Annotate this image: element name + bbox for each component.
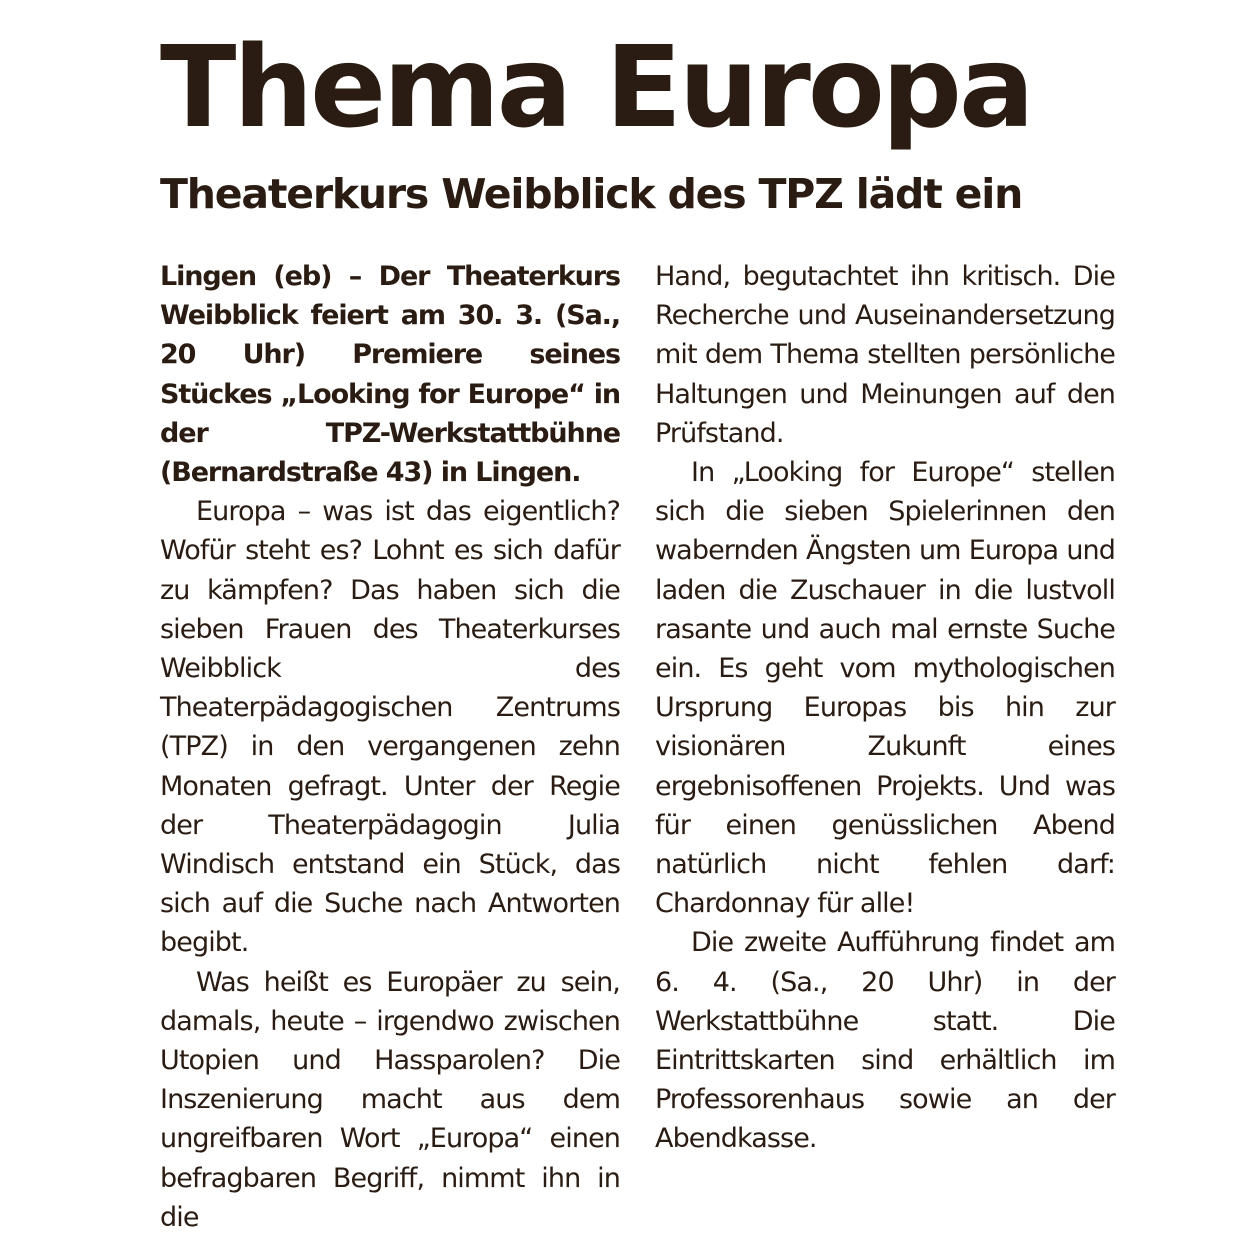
body-paragraph-2-continued: Hand, begutachtet ihn kritisch. Die Recherche und Auseinandersetzung mit dem Thema stellten persönliche Haltungen und Meinungen auf den Prüfstand. (655, 261, 1115, 449)
lead-paragraph: Lingen (eb) – Der Theaterkurs Weibblick feiert am 30. 3. (Sa., 20 Uhr) Premiere seines Stückes „Looking for Europe“ in der TPZ-Werkstattbühne (Bernardstraße 43) in Lingen. (160, 261, 620, 489)
article-columns (160, 257, 1115, 1242)
column-left (160, 257, 620, 1242)
body-paragraph-3: In „Looking for Europe“ stellen sich die sieben Spielerinnen den wabernden Ängsten um Europa und laden die Zuschauer in die lustvoll rasante und auch mal ernste Suche ein. Es geht vom mythologischen Ursprung Europas bis hin zur visionären Zukunft eines ergebnisoffenen Projekts. Und was für einen genüsslichen Abend natürlich nicht fehlen darf: Chardonnay für alle! (655, 457, 1115, 920)
headline: Thema Europa (160, 23, 1032, 153)
body-paragraph-2: Was heißt es Europäer zu sein, damals, heute – irgendwo zwischen Utopien und Hassparolen? Die Inszenierung macht aus dem ungreifbaren Wort „Europa“ einen befragbaren Begriff, nimmt ihn in die (160, 966, 620, 1233)
body-paragraph-1: Europa – was ist das eigentlich? Wofür steht es? Lohnt es sich dafür zu kämpfen? Das haben sich die sieben Frauen des Theaterkurses Weibblick des Theaterpädagogischen Zentrums (TPZ) in den vergangenen zehn Monaten gefragt. Unter der Regie der Theaterpädagogin Julia Windisch entstand ein Stück, das sich auf die Suche nach Antworten begibt. (160, 496, 620, 959)
article (160, 22, 1115, 1233)
body-paragraph-4: Die zweite Aufführung findet am 6. 4. (Sa., 20 Uhr) in der Werkstattbühne statt. Die Eintrittskarten sind erhältlich im Professorenhaus sowie an der Abendkasse. (655, 927, 1115, 1155)
subheadline: Theaterkurs Weibblick des TPZ lädt ein (160, 170, 1023, 218)
column-right (655, 257, 1115, 1242)
